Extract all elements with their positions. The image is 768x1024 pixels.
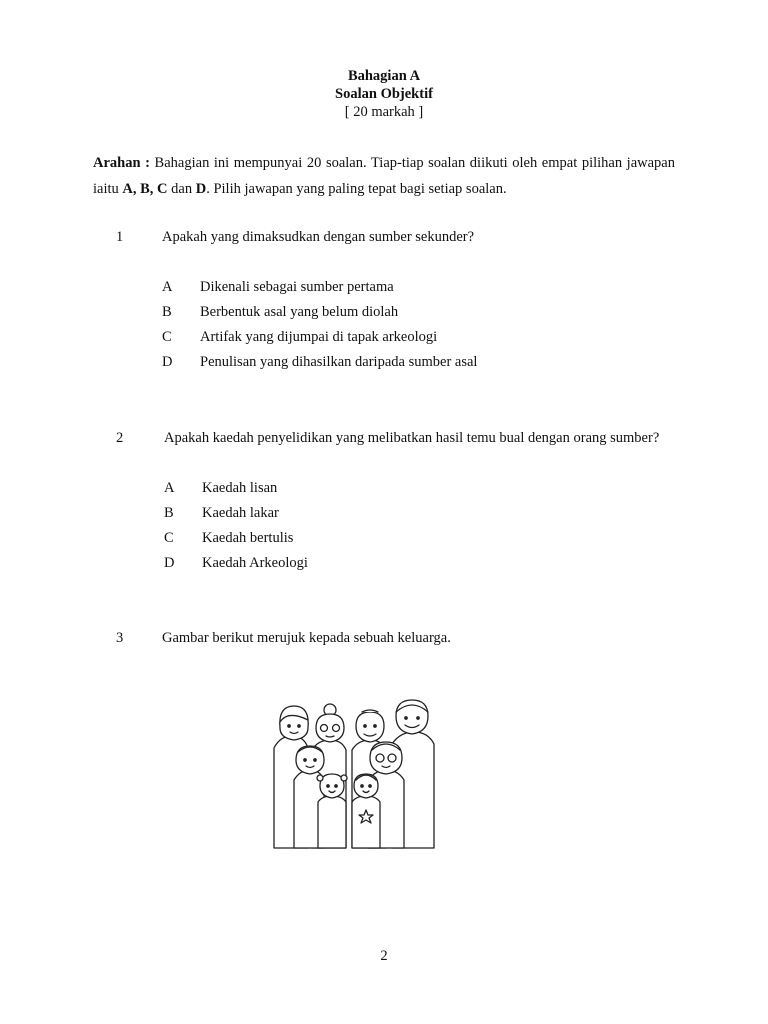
option-text: Berbentuk asal yang belum diolah [200,304,399,320]
option-letter: D [162,354,173,370]
option-text: Kaedah Arkeologi [202,555,308,571]
option-text: Artifak yang dijumpai di tapak arkeologi [200,329,438,345]
instructions-choices: A, B, C [122,181,168,197]
option-letter: C [162,329,172,345]
option-text: Kaedah lakar [202,505,279,521]
page-number: 2 [380,948,388,964]
option-text: Kaedah bertulis [202,530,294,546]
option-letter: A [164,480,175,496]
instructions-text-3: . Pilih jawapan yang paling tepat bagi setiap soalan. [206,181,507,197]
option-text: Dikenali sebagai sumber pertama [200,279,394,295]
option-text: Penulisan yang dihasilkan daripada sumber asal [200,354,478,370]
instructions-label: Arahan : [93,155,150,171]
option-letter: B [164,505,174,521]
question-number: 2 [116,430,124,446]
question-text: Apakah kaedah penyelidikan yang melibatkan hasil temu bual dengan orang sumber? [164,430,660,446]
instructions-text-2: dan [167,181,196,197]
option-letter: A [162,279,173,295]
option-letter: C [164,530,174,546]
option-text: Kaedah lisan [202,480,278,496]
question-number: 1 [116,229,124,245]
question-text: Apakah yang dimaksudkan dengan sumber sekunder? [162,229,475,245]
option-letter: B [162,304,172,320]
question-number: 3 [116,630,124,646]
instructions [93,150,675,202]
option-letter: D [164,555,175,571]
marks-label: [ 20 markah ] [344,104,424,120]
question-text: Gambar berikut merujuk kepada sebuah keluarga. [162,630,451,646]
instructions-text-1: Bahagian ini mempunyai 20 soalan. Tiap-tiap soalan diikuti oleh empat pilihan jawapan iaitu [93,155,675,197]
family-member-younger-son [352,774,380,848]
family-illustration [268,698,440,852]
family-member-daughter [317,774,347,848]
section-subtitle: Soalan Objektif [335,86,433,102]
instructions-last-choice: D [195,181,207,197]
section-title: Bahagian A [347,68,421,84]
